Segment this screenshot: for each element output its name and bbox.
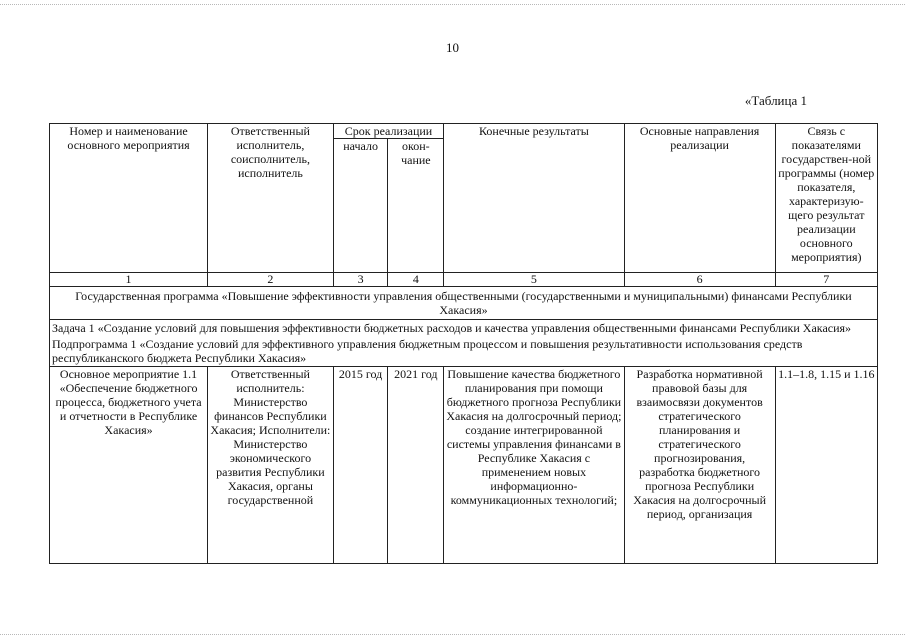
activity-indicators: 1.1–1.8, 1.15 и 1.16	[775, 367, 877, 564]
header-directions: Основные направления реализации	[624, 124, 775, 273]
header-results: Конечные результаты	[444, 124, 624, 273]
header-activity: Номер и наименование основного мероприятия	[50, 124, 208, 273]
activity-results: Повышение качества бюджетного планирования при помощи бюджетного прогноза Республики Хакасия на долгосрочный период; создание интегрированной системы управления финансами в Республике Хакасия с применением новых информационно-коммуникационных технологий;	[444, 367, 624, 564]
header-indicators: Связь с показателями государствен-ной программы (номер показателя, характеризую-щего результат реализации основного мероприятия)	[775, 124, 877, 273]
column-number: 3	[333, 273, 388, 287]
column-number: 2	[208, 273, 334, 287]
table-caption: «Таблица 1	[744, 93, 807, 108]
column-number: 6	[624, 273, 775, 287]
column-number: 1	[50, 273, 208, 287]
column-number: 4	[388, 273, 444, 287]
activity-end: 2021 год	[388, 367, 444, 564]
activity-directions: Разработка нормативной правовой базы для взаимосвязи документов стратегического планирования и стратегического прогнозирования, разработка бюджетного прогноза Республики Хакасия на долгосрочный период, организация	[624, 367, 775, 564]
program-title: Государственная программа «Повышение эффективности управления общественными (государственными и муниципальными) финансами Республики Хакасия»	[50, 287, 878, 320]
activity-name: Основное мероприятие 1.1 «Обеспечение бюджетного процесса, бюджетного учета и отчетности в Республике Хакасия»	[50, 367, 208, 564]
subprogram-text: Подпрограмма 1 «Создание условий для эффективного управления бюджетным процессом и повышения результативности использования средств республиканского бюджета Республики Хакасия»	[52, 337, 803, 365]
activity-row	[50, 367, 878, 564]
scan-edge-top	[0, 4, 905, 6]
column-number: 5	[444, 273, 624, 287]
activity-executor: Ответственный исполнитель: Министерство финансов Республики Хакасия; Исполнители: Министерство экономического развития Республики Хакасия, органы государственной	[208, 367, 334, 564]
task-row	[50, 320, 878, 367]
scan-edge-bottom	[0, 634, 905, 636]
page-number: 10	[446, 40, 459, 55]
header-end: окон-чание	[388, 139, 444, 273]
activity-start: 2015 год	[333, 367, 388, 564]
task-cell	[50, 320, 878, 367]
header-start: начало	[333, 139, 388, 273]
header-term: Срок реализации	[333, 124, 443, 139]
activities-table	[49, 123, 878, 564]
column-numbers-row	[50, 273, 878, 287]
header-executor: Ответственный исполнитель, соисполнитель, исполнитель	[208, 124, 334, 273]
table-header-row	[50, 124, 878, 139]
task-text: Задача 1 «Создание условий для повышения эффективности бюджетных расходов и качества управления общественными финансами Республики Хакасия»	[52, 321, 852, 335]
column-number: 7	[775, 273, 877, 287]
program-row	[50, 287, 878, 320]
